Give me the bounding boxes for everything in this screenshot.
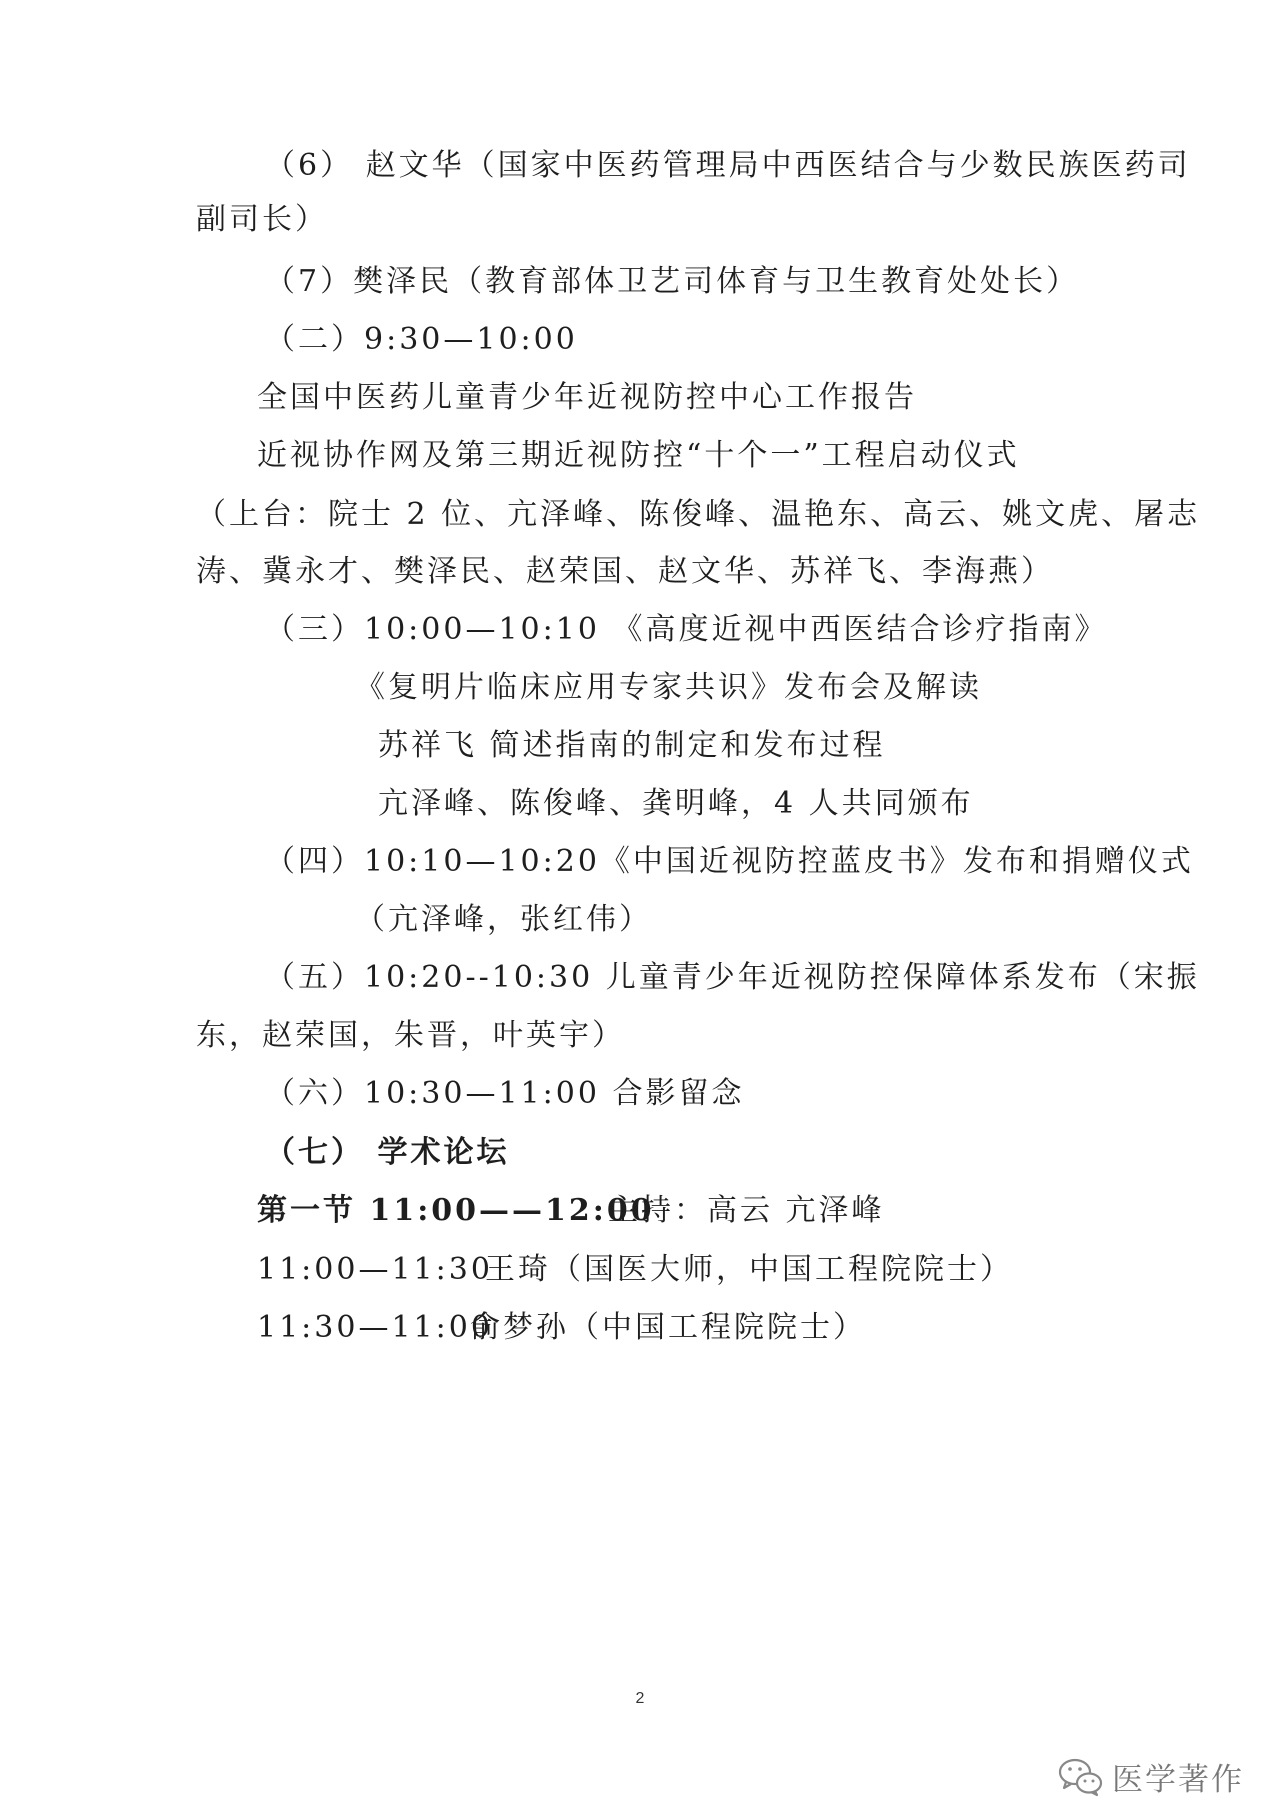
doc-line-2: 副司长） [196, 202, 328, 237]
doc-line-12: 亢泽峰、陈俊峰、龚明峰，4 人共同颁布 [378, 786, 974, 821]
doc-line-23: 11:30—11:00 [257, 1310, 493, 1345]
wechat-icon [1058, 1757, 1104, 1797]
watermark [1058, 1754, 1244, 1799]
doc-line-22: 王琦（国医大师，中国工程院院士） [485, 1252, 1013, 1287]
doc-line-21: 11:00—11:30 [257, 1252, 493, 1287]
doc-line-15: （五）10:20--10:30 儿童青少年近视防控保障体系发布（宋振 [265, 960, 1200, 995]
doc-line-9: （三）10:00—10:10 《高度近视中西医结合诊疗指南》 [265, 612, 1108, 647]
doc-line-10: 《复明片临床应用专家共识》发布会及解读 [355, 670, 982, 705]
doc-line-24: 俞梦孙（中国工程院院士） [470, 1310, 866, 1345]
doc-line-18: （七） 学术论坛 [265, 1135, 510, 1170]
doc-line-4: （二）9:30—10:00 [265, 322, 578, 357]
page-number: 2 [635, 1690, 645, 1707]
doc-line-11: 苏祥飞 简述指南的制定和发布过程 [378, 728, 886, 763]
doc-line-1: （6） 赵文华（国家中医药管理局中西医结合与少数民族医药司 [265, 148, 1191, 183]
doc-line-8: 涛、冀永才、樊泽民、赵荣国、赵文华、苏祥飞、李海燕） [196, 554, 1054, 589]
watermark-text: 医学著作 [1112, 1762, 1244, 1798]
doc-line-16: 东，赵荣国，朱晋，叶英宇） [196, 1018, 625, 1053]
doc-line-19: 第一节 11:00——12:00 [257, 1193, 655, 1228]
doc-line-17: （六）10:30—11:00 合影留念 [265, 1076, 745, 1111]
doc-line-20: 主持：高云 亢泽峰 [608, 1193, 885, 1228]
doc-line-13: （四）10:10—10:20《中国近视防控蓝皮书》发布和捐赠仪式 [265, 844, 1194, 879]
doc-line-3: （7）樊泽民（教育部体卫艺司体育与卫生教育处处长） [265, 264, 1080, 299]
doc-line-6: 近视协作网及第三期近视防控“十个一”工程启动仪式 [257, 438, 1020, 473]
doc-line-7: （上台：院士 2 位、亢泽峰、陈俊峰、温艳东、高云、姚文虎、屠志 [196, 497, 1201, 532]
doc-line-14: （亢泽峰，张红伟） [355, 902, 652, 937]
doc-line-5: 全国中医药儿童青少年近视防控中心工作报告 [257, 380, 917, 415]
